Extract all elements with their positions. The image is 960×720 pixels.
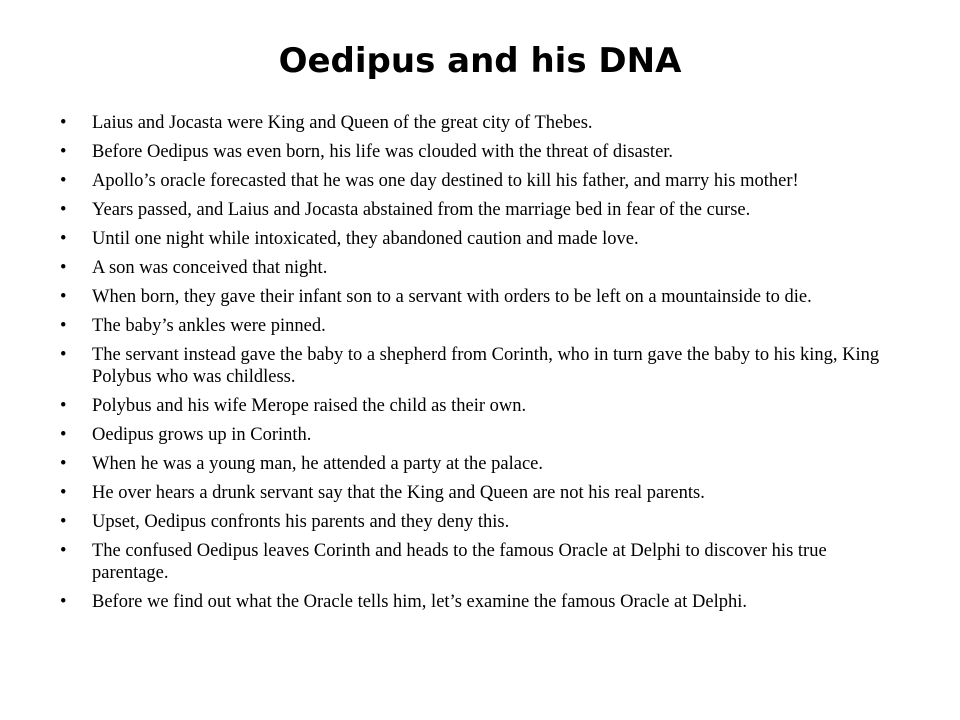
bullet-glyph: • xyxy=(60,316,67,336)
bullet-glyph: • xyxy=(60,200,67,220)
bullet-list xyxy=(60,112,880,620)
bullet-item xyxy=(60,344,880,388)
bullet-glyph: • xyxy=(60,483,67,503)
bullet-glyph: • xyxy=(60,454,67,474)
bullet-glyph: • xyxy=(60,258,67,278)
bullet-item xyxy=(60,482,880,504)
bullet-glyph: • xyxy=(60,396,67,416)
bullet-glyph: • xyxy=(60,287,67,307)
bullet-text: The servant instead gave the baby to a shepherd from Corinth, who in turn gave the baby to his king, King Polybus who was childless. xyxy=(92,345,880,387)
bullet-text: He over hears a drunk servant say that the King and Queen are not his real parents. xyxy=(92,483,705,503)
bullet-text: Before we find out what the Oracle tells him, let’s examine the famous Oracle at Delphi. xyxy=(92,592,747,612)
bullet-text: Years passed, and Laius and Jocasta abstained from the marriage bed in fear of the curse. xyxy=(92,200,751,220)
bullet-item xyxy=(60,315,880,337)
bullet-text: Apollo’s oracle forecasted that he was one day destined to kill his father, and marry his mother! xyxy=(92,171,799,191)
bullet-glyph: • xyxy=(60,425,67,445)
bullet-glyph: • xyxy=(60,113,67,133)
bullet-glyph: • xyxy=(60,142,67,162)
bullet-glyph: • xyxy=(60,171,67,191)
bullet-item xyxy=(60,228,880,250)
bullet-text: Laius and Jocasta were King and Queen of the great city of Thebes. xyxy=(92,113,593,133)
bullet-glyph: • xyxy=(60,541,67,561)
bullet-item xyxy=(60,199,880,221)
bullet-item xyxy=(60,170,880,192)
bullet-text: Polybus and his wife Merope raised the child as their own. xyxy=(92,396,527,416)
bullet-text: Upset, Oedipus confronts his parents and they deny this. xyxy=(92,512,510,532)
bullet-item xyxy=(60,286,880,308)
bullet-text: Until one night while intoxicated, they abandoned caution and made love. xyxy=(92,229,639,249)
bullet-glyph: • xyxy=(60,592,67,612)
bullet-item xyxy=(60,591,880,613)
bullet-item xyxy=(60,141,880,163)
bullet-item xyxy=(60,424,880,446)
bullet-text: When born, they gave their infant son to a servant with orders to be left on a mountainside to die. xyxy=(92,287,812,307)
slide-title: Oedipus and his DNA xyxy=(278,41,682,81)
bullet-item xyxy=(60,112,880,134)
bullet-text: The confused Oedipus leaves Corinth and heads to the famous Oracle at Delphi to discover his true parentage. xyxy=(92,541,827,583)
bullet-item xyxy=(60,453,880,475)
bullet-item xyxy=(60,540,880,584)
bullet-glyph: • xyxy=(60,229,67,249)
bullet-text: A son was conceived that night. xyxy=(92,258,328,278)
bullet-glyph: • xyxy=(60,512,67,532)
bullet-text: Oedipus grows up in Corinth. xyxy=(92,425,312,445)
bullet-text: The baby’s ankles were pinned. xyxy=(92,316,326,336)
bullet-item xyxy=(60,511,880,533)
bullet-text: Before Oedipus was even born, his life was clouded with the threat of disaster. xyxy=(92,142,674,162)
bullet-text: When he was a young man, he attended a party at the palace. xyxy=(92,454,544,474)
bullet-item xyxy=(60,395,880,417)
bullet-item xyxy=(60,257,880,279)
bullet-glyph: • xyxy=(60,345,67,365)
